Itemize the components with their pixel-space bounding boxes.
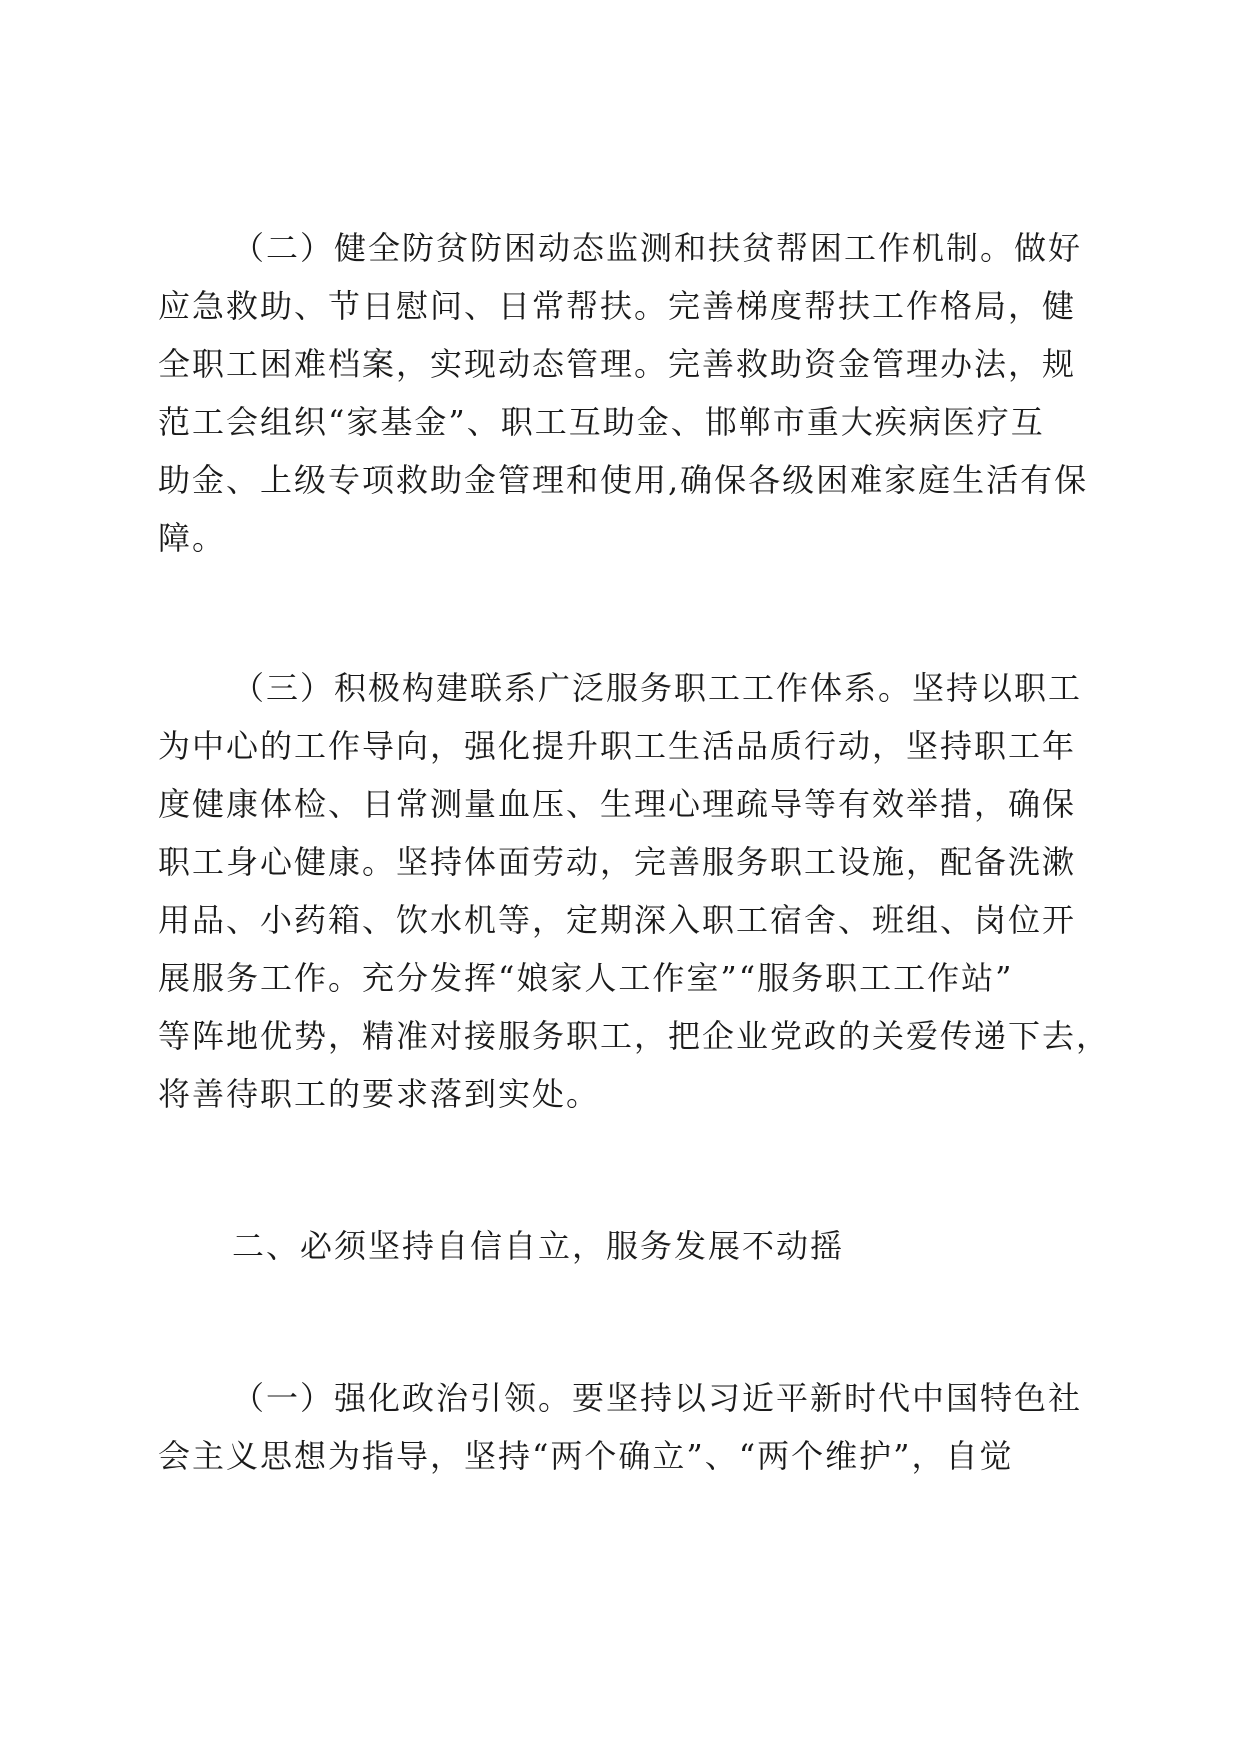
paragraph-line: 展服务工作。充分发挥“娘家人工作室”“服务职工工作站” [158,959,1014,997]
paragraph-line: 障。 [158,519,227,557]
paragraph-line: （三）积极构建联系广泛服务职工工作体系。坚持以职工 [232,669,1083,707]
paragraph-line: 将善待职工的要求落到实处。 [158,1075,601,1113]
paragraph-line: 应急救助、节日慰问、日常帮扶。完善梯度帮扶工作格局，健 [158,287,1077,325]
paragraph-line: 助金、上级专项救助金管理和使用,确保各级困难家庭生活有保 [158,461,1089,499]
section-heading: 二、必须坚持自信自立，服务发展不动摇 [232,1227,845,1265]
paragraph-line: 职工身心健康。坚持体面劳动，完善服务职工设施，配备洗漱 [158,843,1077,881]
paragraph-line: 为中心的工作导向，强化提升职工生活品质行动，坚持职工年 [158,727,1077,765]
paragraph-line: （二）健全防贫防困动态监测和扶贫帮困工作机制。做好 [232,229,1083,267]
paragraph-line: 会主义思想为指导，坚持“两个确立”、“两个维护”，自觉 [158,1437,1014,1475]
paragraph-line: 全职工困难档案，实现动态管理。完善救助资金管理办法，规 [158,345,1077,383]
paragraph-line: （一）强化政治引领。要坚持以习近平新时代中国特色社 [232,1379,1083,1417]
paragraph-line: 用品、小药箱、饮水机等，定期深入职工宿舍、班组、岗位开 [158,901,1077,939]
paragraph-line: 范工会组织“家基金”、职工互助金、邯郸市重大疾病医疗互 [158,403,1045,441]
paragraph-line: 等阵地优势，精准对接服务职工，把企业党政的关爱传递下去， [158,1017,1111,1055]
paragraph-line: 度健康体检、日常测量血压、生理心理疏导等有效举措，确保 [158,785,1077,823]
